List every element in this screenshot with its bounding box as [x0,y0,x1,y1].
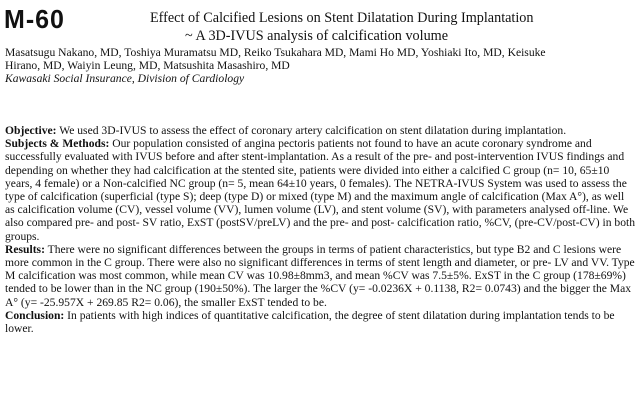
results-text: There were no significant differences between the groups in terms of patient characteristics, but type B2 and C lesions were more common in the C group. There were also no significant differences in terms of stent length and diameter, or pre- LV and VV. Type M calcification was most common, while mean CV was 10.98±8mm3, and mean %CV was 7.5±5%. ExST in the C group (178±69%) tended to be lower than in the NC group (190±50%). The larger the %CV (y= -0.0236X + 0.1138, R2= 0.0743) and the bigger the Max A° (y= -25.957X + 269.85 R2= 0.06), the smaller ExST tended to be. [5,242,635,309]
conclusion-text: In patients with high indices of quantitative calcification, the degree of stent dilatation during implantation tends to be lower. [5,308,615,336]
objective-label: Objective: [5,124,57,137]
title-line-1: Effect of Calcified Lesions on Stent Dilatation During Implantation [150,10,534,26]
abstract-title [150,9,630,45]
authors-line-2: Hirano, MD, Waiyin Leung, MD, Matsushita Masashiro, MD [5,59,290,72]
abstract-id-badge: M-60 [4,4,65,35]
methods-label: Subjects & Methods: [5,137,110,151]
authors-line-1: Masatsugu Nakano, MD, Toshiya Muramatsu MD, Reiko Tsukahara MD, Mami Ho MD, Yoshiaki Ito, MD, Keisuke [5,46,546,59]
results-label: Results: [5,242,45,256]
author-block [5,46,635,85]
objective-text: We used 3D-IVUS to assess the effect of coronary artery calcification on stent dilatation during implantation. [56,124,567,137]
methods-paragraph [5,137,635,243]
objective-paragraph [5,124,635,137]
title-line-2: ~ A 3D-IVUS analysis of calcification volume [185,28,448,44]
results-paragraph [5,243,635,309]
methods-text: Our population consisted of angina pectoris patients not found to have an acute coronary syndrome and successfully evaluated with IVUS before and after stent-implantation. As a result of the pre- and post-intervention IVUS findings and depending on whether they had calcification at the stented site, patients were divided into either a calcified C group (n= 10, 65±10 years, 4 female) or a Non-calcified NC group (n= 5, mean 64±10 years, 0 females). The NETRA-IVUS System was used to assess the type of calcification (superficial (type S); deep (type D) or mixed (type M) and the maximum angle of calcification (Max A°), as well as calcification volume (CV), vessel volume (VV), lumen volume (LV), and stent volume (SV), with parameters analysed off-line. We also compared pre- and post- SV ratio, ExST (postSV/preLV) and the pre- and post- calcification ratio, %CV, (pre-CV/post-CV) in both groups. [5,137,636,243]
affiliation: Kawasaki Social Insurance, Division of Cardiology [5,72,245,85]
abstract-body [5,124,635,335]
conclusion-paragraph [5,309,635,335]
conclusion-label: Conclusion: [5,308,65,322]
